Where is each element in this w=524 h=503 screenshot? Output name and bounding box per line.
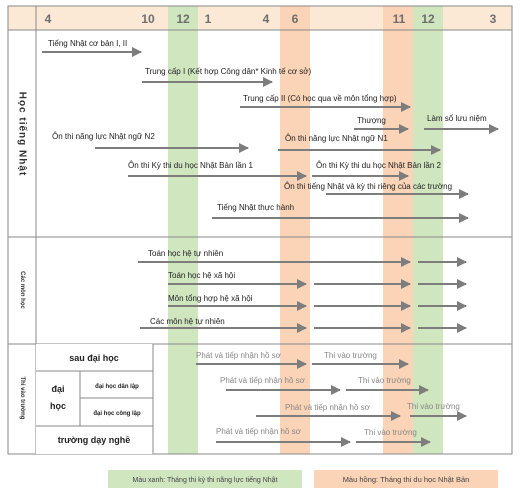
apply-label: Phát và tiếp nhận hồ sơ — [216, 427, 301, 436]
bar-label: Thượng — [357, 116, 386, 125]
section-label-entrance: Thi vào trường — [19, 376, 25, 420]
bar-label: Tiếng Nhật thực hành — [217, 203, 295, 212]
bar-label: Các môn hệ tự nhiên — [150, 317, 225, 326]
university-line-1: đại — [51, 384, 65, 394]
month-label: 6 — [291, 12, 299, 26]
exam-label: Thi vào trường — [407, 402, 460, 411]
exam-label: Thi vào trường — [358, 376, 411, 385]
bar-label: Ôn thi Kỳ thi du học Nhật Bản lần 2 — [316, 161, 441, 170]
month-label: 4 — [44, 12, 52, 26]
section-label-subjects: Các môn học — [19, 271, 25, 309]
month-label: 4 — [262, 12, 270, 26]
exam-label: Thi vào trường — [364, 428, 417, 437]
school-type-vocational: trường dạy nghề — [57, 435, 131, 445]
apply-label: Phát và tiếp nhận hồ sơ — [196, 351, 281, 360]
bar-label: Ôn thi Kỳ thi du học Nhật Bản lần 1 — [128, 161, 253, 170]
month-label: 12 — [176, 12, 190, 26]
bar-label: Toán học hệ tự nhiên — [148, 249, 224, 258]
exam-label: Thi vào trường — [324, 351, 377, 360]
month-label: 1 — [204, 12, 212, 26]
bar-label: Trung cấp II (Có học qua về môn tổng hợp) — [243, 94, 397, 103]
school-type-public: đại học công lập — [93, 411, 141, 417]
bar-label: Tiếng Nhật cơ bản I, II — [48, 39, 128, 48]
section-label-study: Học tiếng Nhật — [16, 91, 28, 177]
legend-green-label: Màu xanh: Tháng thi kỳ thi năng lực tiếng Nhật — [132, 477, 278, 484]
month-label: 3 — [489, 12, 497, 26]
month-label: 11 — [392, 12, 406, 26]
university-line-2: học — [49, 401, 67, 411]
school-type-grad: sau đại học — [69, 353, 119, 363]
month-label: 10 — [141, 12, 155, 26]
bar-label: Ôn thi năng lực Nhật ngữ N1 — [285, 134, 388, 143]
bar-label: Làm sổ lưu niệm — [427, 114, 487, 123]
bar-label: Toán học hệ xã hội — [168, 271, 236, 280]
bar-label: Ôn thi năng lực Nhật ngữ N2 — [52, 132, 155, 141]
apply-label: Phát và tiếp nhận hồ sơ — [220, 376, 305, 385]
bar-label: Môn tổng hợp hệ xã hội — [168, 294, 253, 303]
legend-orange-label: Màu hồng: Tháng thi du học Nhật Bản — [342, 475, 470, 484]
apply-label: Phát và tiếp nhận hồ sơ — [285, 403, 370, 412]
highlight-column-dec-2 — [413, 6, 443, 454]
bar-label: Ôn thi tiếng Nhật và kỳ thi riêng của các trường — [284, 182, 453, 191]
school-type-private: đại học dân lập — [95, 384, 139, 390]
highlight-column-nov — [383, 6, 413, 454]
bar-label: Trung cấp I (Kết hợp Công dân* Kinh tế cơ sở) — [145, 67, 312, 76]
month-label: 12 — [421, 12, 435, 26]
